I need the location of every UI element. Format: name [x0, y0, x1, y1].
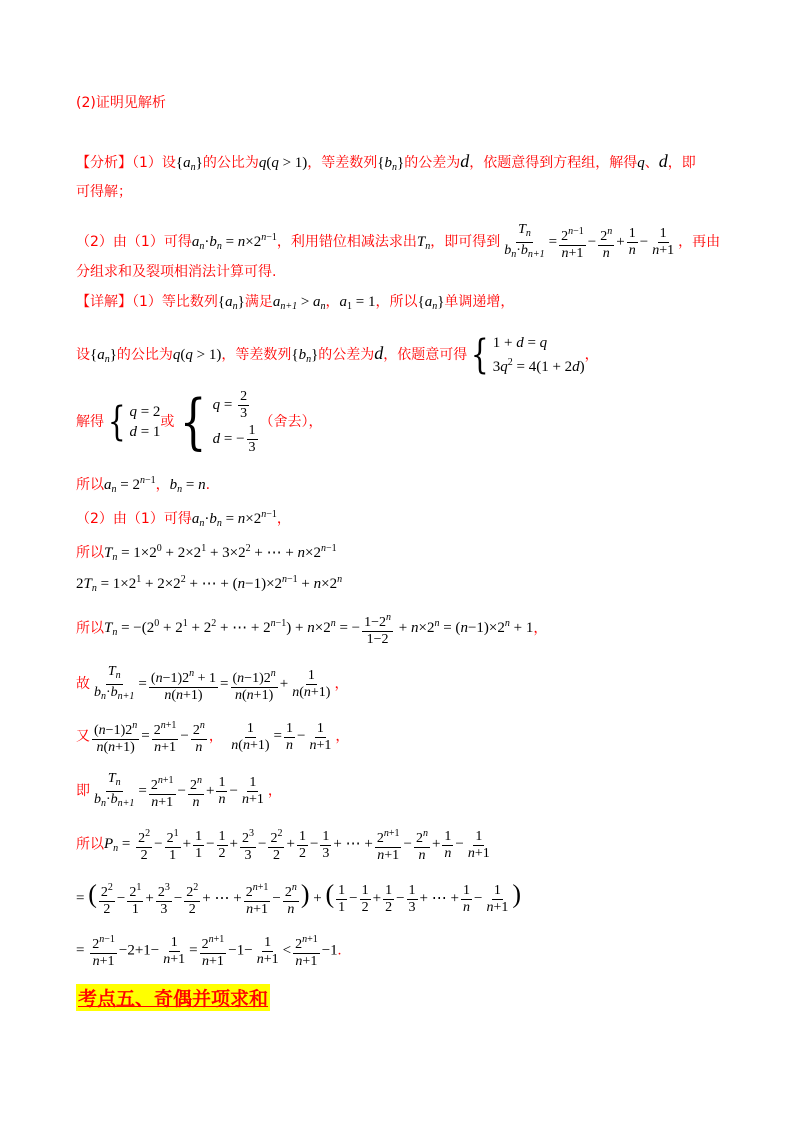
detail-line-13: = ( $\frac{2^2}{2}$ − $\frac{2^1}{1}$ + $\frac{2^3}{3}$ − $\frac{2^2}{2}$ + ⋯ + $\frac{2^{n+1}}{n+1}$ − $\frac{2^n}{n}$ ) + ( $\frac{1}{1}$ − $\frac{1}{2}$ + $\frac{1}{2}$ − $\frac{1}{3}$ + ⋯ + $\frac{1}{n}$ − $\frac{1}{n+1}$ ) — [76, 879, 522, 917]
detail-line-4: 所以$a_n = 2^{n-1}$，$b_n = n$. — [76, 475, 211, 495]
detail-line-10: 又 $\frac{(n-1)2^n}{n(n+1)}$ = $\frac{2^{n+1}}{n+1}$ − $\frac{2^n}{n}$ ， $\frac{1}{n(n+1)}$ = $\frac{1}{n}$ − $\frac{1}{n+1}$ ， — [76, 720, 350, 755]
section-heading: 考点五、奇偶并项求和 — [76, 984, 270, 1011]
answer-part2: (2)证明见解析 — [76, 95, 166, 111]
detail-line-5: （2）由（1）可得$a_n\cdot b_n = n\times 2^{n-1}$， — [76, 509, 291, 529]
detail-line-14: = $\frac{2^{n-1}}{n+1}$ −2+1− $\frac{1}{n+1}$ = $\frac{2^{n+1}}{n+1}$ −1− $\frac{1}{n+1}$ < $\frac{2^{n+1}}{n+1}$ −1. — [76, 934, 342, 969]
detail-line-8: 所以$T_n = -(2^0 + 2^1 + 2^2$ + ⋯ + $2^{n-1}) + n\times 2^n$ = − $\frac{1-2^n}{1-2}$ + $n\times 2^n = (n-1)\times 2^n + 1$， — [76, 612, 548, 647]
analysis-line-1: 【分析】（1）设$\{a_n\}$的公比为q(q > 1)，等差数列$\{b_n\}$的公差为d，依题意得到方程组，解得q、d，即 — [76, 151, 696, 173]
detail-line-2: 设$\{a_n\}$的公比为q(q > 1)，等差数列$\{b_n\}$的公差为d，依题意可得 { 1 + d = q $3q^2 = 4(1 + 2d)$ ， — [76, 332, 599, 378]
detail-line-6: 所以$T_n = 1\times 2^0 + 2\times 2^1 + 3\times 2^2$ + ⋯ + $n\times 2^{n-1}$ — [76, 543, 337, 563]
detail-line-9: 故 $\frac{T_n}{b_n\cdot b_{n+1}}$ = $\frac{(n-1)2^n + 1}{n(n+1)}$ = $\frac{(n-1)2^n}{n(n+1)}$ + $\frac{1}{n(n+1)}$ ， — [76, 664, 349, 703]
detail-line-12: 所以$P_n$ = $\frac{2^2}{2}$ − $\frac{2^1}{1}$ + $\frac{1}{1}$ − $\frac{1}{2}$ + $\frac{2^3}{3}$ − $\frac{2^2}{2}$ + $\frac{1}{2}$ − $\frac{1}{3}$ + ⋯ + $\frac{2^{n+1}}{n+1}$ − $\frac{2^n}{n}$ + $\frac{1}{n}$ − $\frac{1}{n+1}$ — [76, 828, 490, 863]
analysis-line-4: 分组求和及裂项相消法计算可得. — [76, 264, 277, 280]
analysis-line-3: （2）由（1）可得$a_n\cdot b_n = n\times 2^{n-1}$，利用错位相减法求出$T_n$，即可得到 $\frac{T_n}{b_n\cdot b_{n+1}}$ = $\frac{2^{n-1}}{n+1}$ − $\frac{2^n}{n}$ + $\frac{1}{n}$ − $\frac{1}{n+1}$ ，再由 — [76, 222, 721, 261]
detail-line-1: 【详解】（1）等比数列$\{a_n\}$满足$a_{n+1} > a_n$，$a_1 = 1$，所以$\{a_n\}$单调递增， — [76, 294, 515, 312]
detail-line-7: $2T_n = 1\times 2^1 + 2\times 2^2$ + ⋯ + $(n-1)\times 2^{n-1} + n\times 2^n$ — [76, 574, 343, 594]
detail-line-11: 即 $\frac{T_n}{b_n\cdot b_{n+1}}$ = $\frac{2^{n+1}}{n+1}$ − $\frac{2^n}{n}$ + $\frac{1}{n}$ − $\frac{1}{n+1}$ ， — [76, 771, 282, 810]
detail-line-3: 解得 { q = 2 d = 1 或 { q = $\frac{2}{3}$ d = − $\frac{1}{3}$ （舍去）， — [76, 387, 323, 458]
analysis-line-2: 可得解； — [76, 184, 132, 200]
